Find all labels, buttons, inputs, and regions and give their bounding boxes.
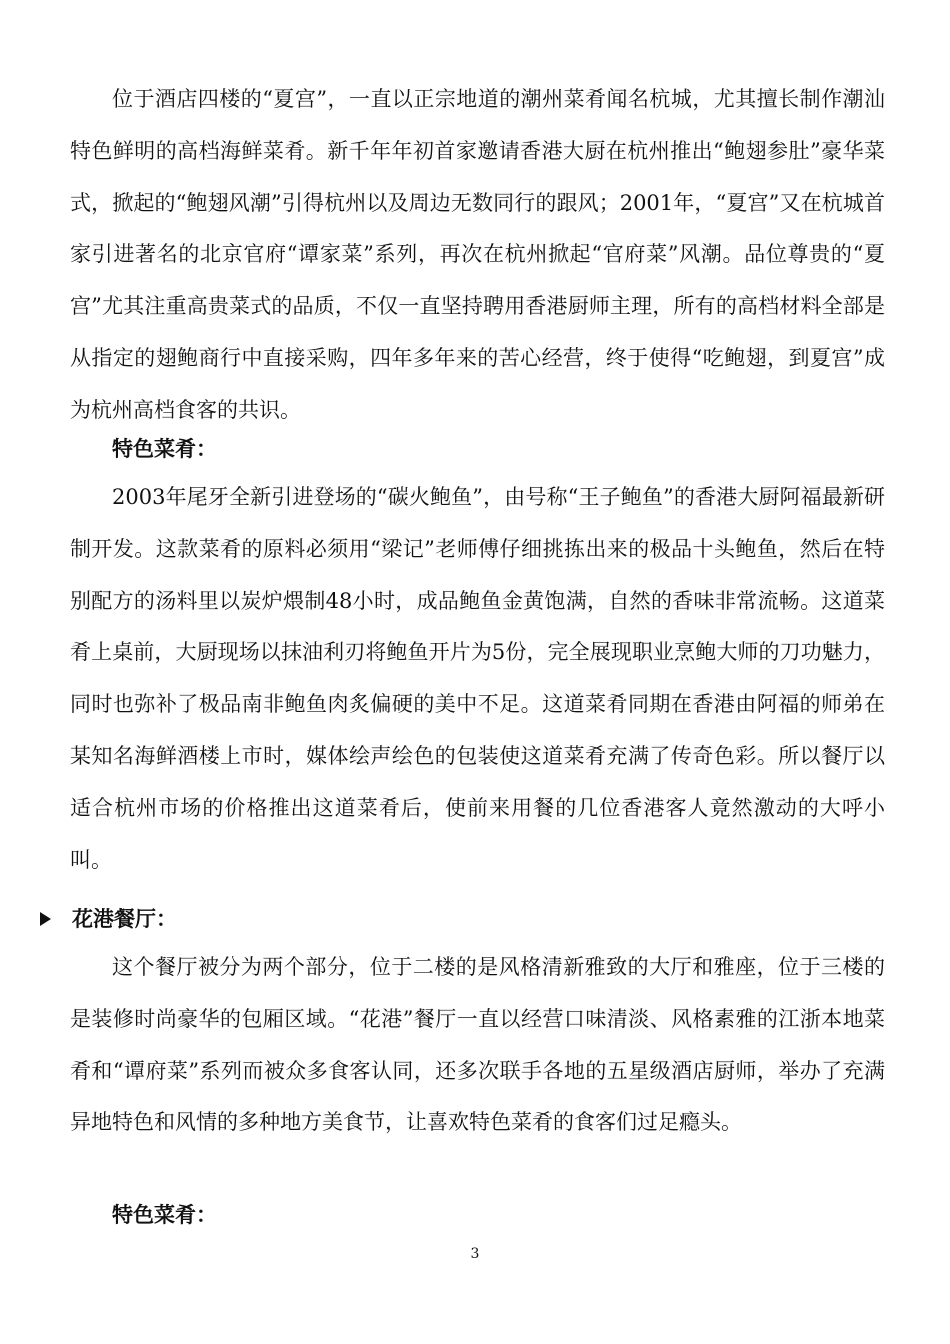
right-arrowhead-icon — [40, 912, 51, 926]
subheading-featured-dishes: 特色菜肴： — [112, 436, 217, 461]
subheading-featured-dishes-2: 特色菜肴： — [112, 1202, 217, 1227]
paragraph-charcoal-abalone: 2003年尾牙全新引进登场的“碳火鲍鱼”，由号称“王子鲍鱼”的香港大厨阿福最新研制开发。这款菜肴的原料必须用“梁记”老师傅仔细挑拣出来的极品十头鲍鱼，然后在特别配方的汤料里以炭炉煨制48小时，成品鲍鱼金黄饱满，自然的香味非常流畅。这道菜肴上桌前，大厨现场以抹油利刃将鲍鱼开片为5份，完全展现职业烹鲍大师的刀功魅力，同时也弥补了极品南非鲍鱼肉炙偏硬的美中不足。这道菜肴同期在香港由阿福的师弟在某知名海鲜酒楼上市时，媒体绘声绘色的包装使这道菜肴充满了传奇色彩。所以餐厅以适合杭州市场的价格推出这道菜肴后，使前来用餐的几位香港客人竟然激动的大呼小叫。 — [70, 485, 885, 872]
section-heading-text: 花港餐厅： — [72, 906, 177, 931]
paragraph-huagang-intro: 这个餐厅被分为两个部分，位于二楼的是风格清新雅致的大厅和雅座，位于三楼的是装修时尚豪华的包厢区域。“花港”餐厅一直以经营口味清淡、风格素雅的江浙本地菜肴和“谭府菜”系列而被众多食客认同，还多次联手各地的五星级酒店厨师，举办了充满异地特色和风情的多种地方美食节，让喜欢特色菜肴的食客们过足瘾头。 — [70, 955, 885, 1135]
page-number: 3 — [470, 1246, 480, 1262]
paragraph-xiagong-intro: 位于酒店四楼的“夏宫”，一直以正宗地道的潮州菜肴闻名杭城，尤其擅长制作潮汕特色鲜明的高档海鲜菜肴。新千年年初首家邀请香港大厨在杭州推出“鲍翅参肚”豪华菜式，掀起的“鲍翅风潮”引得杭州以及周边无数同行的跟风；2001年，“夏宫”又在杭城首家引进著名的北京官府“谭家菜”系列，再次在杭州掀起“官府菜”风潮。品位尊贵的“夏宫”尤其注重高贵菜式的品质，不仅一直坚持聘用香港厨师主理，所有的高档材料全部是从指定的翅鲍商行中直接采购，四年多年来的苦心经营，终于使得“吃鲍翅，到夏宫”成为杭州高档食客的共识。 — [70, 87, 885, 422]
section-heading-huagang — [38, 904, 177, 934]
